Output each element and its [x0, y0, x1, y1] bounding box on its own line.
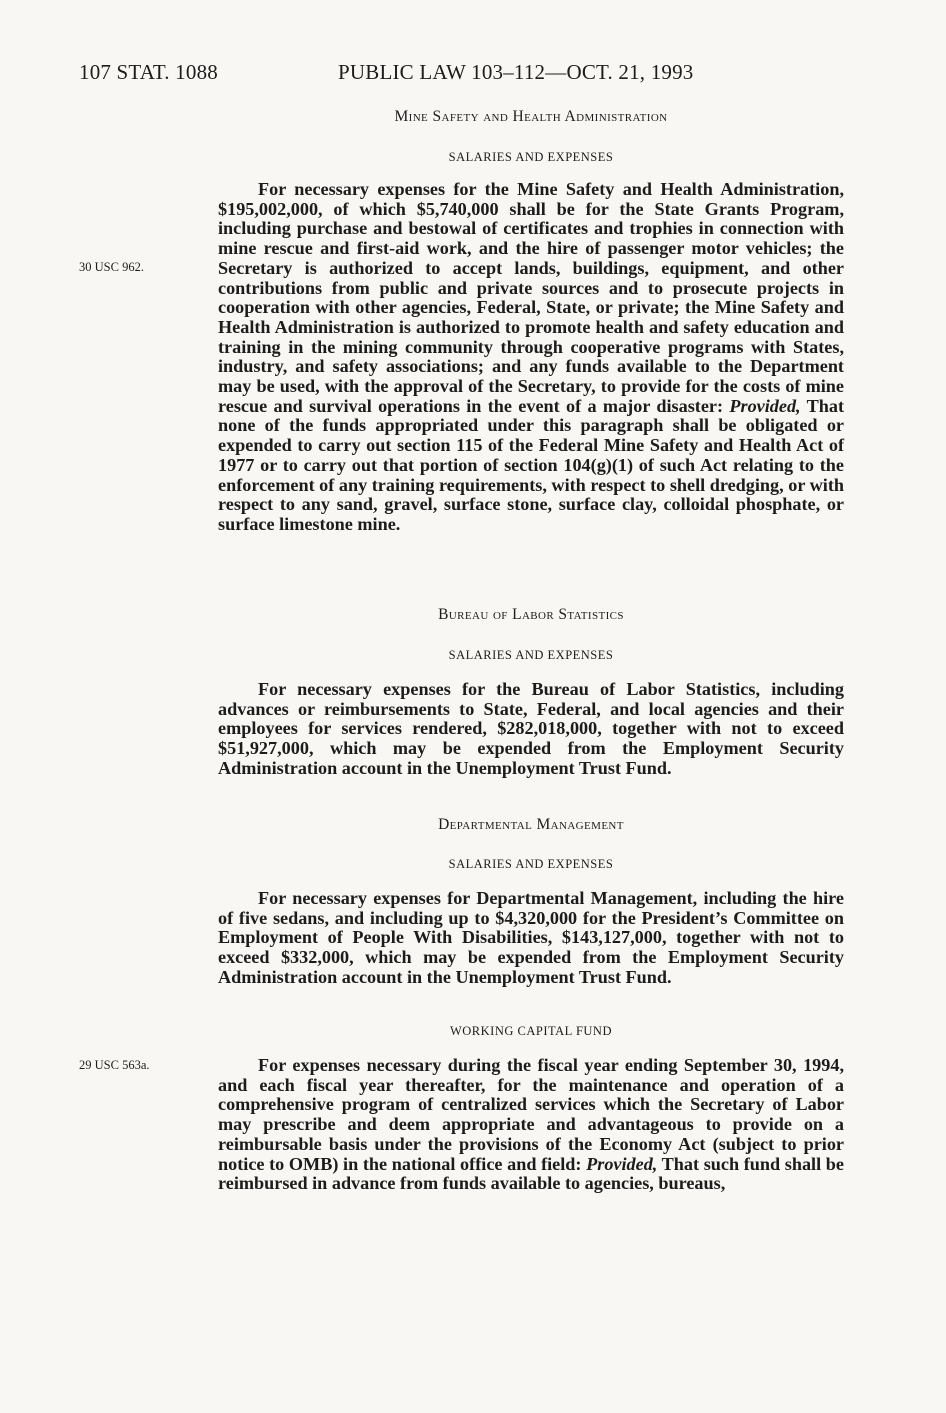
section-subheading-msha: SALARIES AND EXPENSES	[448, 150, 614, 164]
section-subheading-wcf: WORKING CAPITAL FUND	[449, 1024, 612, 1038]
paragraph-msha-part2: That none of the funds appropriated under this paragraph shall be obligated or expended to carry out section 115 of the Federal Mine Safety and Health Act of 1977 or to carry out that portion of section 104(g)(1) of such Act relating to the enforcement of any training requirements, with respect to shell dredging, or with respect to any sand, gravel, surface stone, surface clay, colloidal phosphate, or surface limestone mine.	[218, 395, 844, 534]
section-heading-bls: Bureau of Labor Statistics	[438, 606, 624, 623]
paragraph-wcf-part1: For expenses necessary during the fiscal year ending September 30, 1994, and each fiscal year thereafter, for the maintenance and operation of a comprehensive program of centralized services which the Secretary of Labor may prescribe and deem appropriate and advantageous to provide on a reimbursable basis under the provisions of the Economy Act (subject to prior notice to OMB) in the national office and field:	[218, 1055, 844, 1174]
paragraph-wcf-part2: That such fund shall be reimbursed in advance from funds available to agencies, bureaus,	[218, 1153, 844, 1194]
law-title: PUBLIC LAW 103–112—OCT. 21, 1993	[338, 60, 694, 84]
section-heading-msha: Mine Safety and Health Administration	[394, 108, 668, 125]
section-subheading-bls: SALARIES AND EXPENSES	[448, 648, 614, 662]
paragraph-wcf	[218, 1056, 844, 1194]
page-reference: 107 STAT. 1088	[79, 60, 218, 84]
paragraph-dm: For necessary expenses for Departmental Management, including the hire of five sedans, and including up to $4,320,000 for the President’s Committee on Employment of People With Disabilities, $143,127,000, together with not to exceed $332,000, which may be expended from the Employment Security Administration account in the Unemployment Trust Fund.	[218, 888, 844, 987]
paragraph-msha-proviso: Provided,	[729, 395, 801, 416]
paragraph-wcf-proviso: Provided,	[586, 1153, 658, 1174]
paragraph-bls: For necessary expenses for the Bureau of Labor Statistics, including advances or reimbursements to State, Federal, and local agencies and their employees for services rendered, $282,018,000, together with not to exceed $51,927,000, which may be expended from the Employment Security Administration account in the Unemployment Trust Fund.	[218, 679, 844, 778]
paragraph-msha	[218, 180, 844, 535]
margin-citation-30usc962: 30 USC 962.	[79, 260, 144, 274]
section-heading-dm: Departmental Management	[438, 816, 624, 833]
margin-citation-29usc563a: 29 USC 563a.	[79, 1058, 150, 1072]
paragraph-msha-part1: For necessary expenses for the Mine Safety and Health Administration, $195,002,000, of which $5,740,000 shall be for the State Grants Program, including purchase and bestowal of certificates and trophies in connection with mine rescue and first-aid work, and the hire of passenger motor vehicles; the Secretary is authorized to accept lands, buildings, equipment, and other contributions from public and private sources and to prosecute projects in cooperation with other agencies, Federal, State, or private; the Mine Safety and Health Administration is authorized to promote health and safety education and training in the mining community through cooperative programs with States, industry, and safety associations; and any funds available to the Department may be used, with the approval of the Secretary, to provide for the costs of mine rescue and survival operations in the event of a major disaster:	[218, 179, 844, 416]
section-subheading-dm: SALARIES AND EXPENSES	[448, 857, 614, 871]
